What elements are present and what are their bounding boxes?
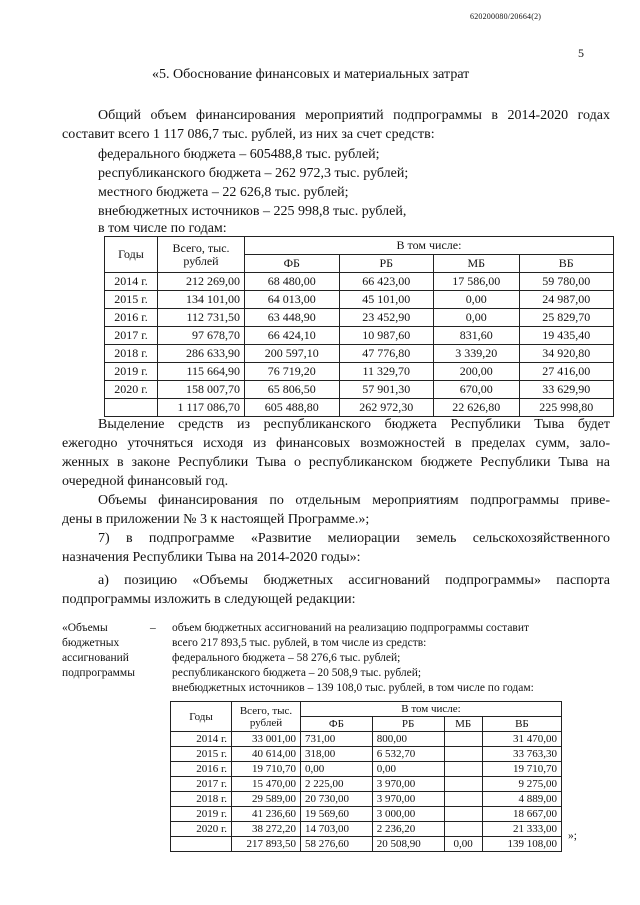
passport-table [170, 701, 562, 852]
passport-text: республиканского бюджета – 20 508,9 тыс. рублей; [172, 667, 422, 679]
table-cell: 66 423,00 [339, 273, 434, 291]
table-cell: 0,00 [434, 309, 520, 327]
table-row [171, 732, 562, 747]
table-total-row [171, 837, 562, 852]
table-cell: 76 719,20 [245, 363, 340, 381]
table-row [171, 762, 562, 777]
table-cell: 41 236,60 [232, 807, 301, 822]
table-cell: 29 589,00 [232, 792, 301, 807]
table-cell: 158 007,70 [158, 381, 245, 399]
table-header: МБ [434, 255, 520, 273]
funding-source: местного бюджета – 22 626,8 тыс. рублей; [98, 185, 349, 200]
table-cell: 0,00 [372, 762, 444, 777]
paragraph-line: Выделение средств из республиканского бюджета Республики Тыва будет [98, 417, 610, 432]
table-cell: 34 920,80 [519, 345, 614, 363]
table-cell: 33 763,30 [482, 747, 561, 762]
table-cell: 9 275,00 [482, 777, 561, 792]
table-cell: 66 424,10 [245, 327, 340, 345]
passport-label: «Объемы [62, 622, 108, 634]
funding-source: федерального бюджета – 605488,8 тыс. рублей; [98, 147, 380, 162]
table-row [171, 747, 562, 762]
table-header: Годы [171, 702, 232, 732]
passport-text: всего 217 893,5 тыс. рублей, в том числе из средств: [172, 637, 427, 649]
table-row [105, 363, 614, 381]
table-cell [444, 747, 482, 762]
table-cell [444, 732, 482, 747]
table-header: РБ [372, 717, 444, 732]
table-cell: 38 272,20 [232, 822, 301, 837]
table-cell: 63 448,90 [245, 309, 340, 327]
paragraph-line: Объемы финансирования по отдельным мероприятиям подпрограммы приве- [98, 493, 610, 508]
table-cell: 2020 г. [171, 822, 232, 837]
paragraph-line: женных в законе Республики Тыва о республиканском бюджете Республики Тыва на [62, 455, 610, 470]
table-cell: 65 806,50 [245, 381, 340, 399]
table-cell: 19 710,70 [232, 762, 301, 777]
table-cell: 0,00 [444, 837, 482, 852]
table-cell: 286 633,90 [158, 345, 245, 363]
section-title: «5. Обоснование финансовых и материальных затрат [152, 67, 470, 82]
table-cell: 2019 г. [171, 807, 232, 822]
table-cell: 134 101,00 [158, 291, 245, 309]
table-header: ВБ [482, 717, 561, 732]
table-cell: 19 569,60 [301, 807, 373, 822]
table-header: ВБ [519, 255, 614, 273]
table-cell: 15 470,00 [232, 777, 301, 792]
table-header: МБ [444, 717, 482, 732]
table-cell: 262 972,30 [339, 399, 434, 417]
table-cell: 4 889,00 [482, 792, 561, 807]
table-cell: 19 710,70 [482, 762, 561, 777]
table-cell [444, 807, 482, 822]
table-cell: 14 703,00 [301, 822, 373, 837]
table-cell: 1 117 086,70 [158, 399, 245, 417]
table-cell [171, 837, 232, 852]
table-row [105, 345, 614, 363]
paragraph-line: подпрограммы изложить в следующей редакции: [62, 592, 356, 607]
table-cell: 670,00 [434, 381, 520, 399]
table-cell: 2018 г. [171, 792, 232, 807]
table-cell: 800,00 [372, 732, 444, 747]
table-cell: 2015 г. [105, 291, 158, 309]
table-cell: 3 339,20 [434, 345, 520, 363]
table-cell [444, 777, 482, 792]
table-cell: 731,00 [301, 732, 373, 747]
table-cell: 11 329,70 [339, 363, 434, 381]
table-row [105, 381, 614, 399]
table-cell: 31 470,00 [482, 732, 561, 747]
table-cell: 200 597,10 [245, 345, 340, 363]
table-header: Всего, тыс. рублей [232, 702, 301, 732]
table-cell: 45 101,00 [339, 291, 434, 309]
passport-label: бюджетных [62, 637, 120, 649]
table-cell: 25 829,70 [519, 309, 614, 327]
passport-text: объем бюджетных ассигнований на реализацию подпрограммы составит [172, 622, 530, 634]
table-header: ФБ [301, 717, 373, 732]
table-cell: 139 108,00 [482, 837, 561, 852]
table-row [105, 291, 614, 309]
table-cell: 10 987,60 [339, 327, 434, 345]
paragraph-line: 7) в подпрограмме «Развитие мелиорации земель сельскохозяйственного [98, 531, 610, 546]
table-cell: 3 970,00 [372, 792, 444, 807]
funding-source: республиканского бюджета – 262 972,3 тыс. рублей; [98, 166, 409, 181]
table-cell: 2014 г. [171, 732, 232, 747]
table-cell: 2014 г. [105, 273, 158, 291]
table-row [171, 792, 562, 807]
table-row [171, 777, 562, 792]
table-cell: 2018 г. [105, 345, 158, 363]
table-cell: 2019 г. [105, 363, 158, 381]
table-cell: 2020 г. [105, 381, 158, 399]
table-cell: 19 435,40 [519, 327, 614, 345]
table-cell: 40 614,00 [232, 747, 301, 762]
table-cell [444, 822, 482, 837]
table-cell: 2017 г. [171, 777, 232, 792]
table-row [105, 327, 614, 345]
table-cell: 64 013,00 [245, 291, 340, 309]
passport-label: подпрограммы [62, 667, 135, 679]
passport-text: внебюджетных источников – 139 108,0 тыс. рублей, в том числе по годам: [172, 682, 534, 694]
table-cell: 59 780,00 [519, 273, 614, 291]
passport-text: федерального бюджета – 58 276,6 тыс. рублей; [172, 652, 401, 664]
table-cell: 2 225,00 [301, 777, 373, 792]
intro-line: Общий объем финансирования мероприятий подпрограммы в 2014-2020 годах [98, 108, 610, 123]
table-cell: 27 416,00 [519, 363, 614, 381]
table-cell: 58 276,60 [301, 837, 373, 852]
table-cell: 212 269,00 [158, 273, 245, 291]
table-cell: 33 629,90 [519, 381, 614, 399]
table-cell: 3 000,00 [372, 807, 444, 822]
table-row [171, 807, 562, 822]
table-header: ФБ [245, 255, 340, 273]
table-cell: 2017 г. [105, 327, 158, 345]
table-cell: 33 001,00 [232, 732, 301, 747]
table-cell: 47 776,80 [339, 345, 434, 363]
table-cell: 2016 г. [105, 309, 158, 327]
table-header: Годы [105, 237, 158, 273]
paragraph-line: назначения Республики Тыва на 2014-2020 годы»: [62, 550, 361, 565]
table-cell: 0,00 [434, 291, 520, 309]
table-row [105, 273, 614, 291]
table-row [105, 309, 614, 327]
passport-label: ассигнований [62, 652, 129, 664]
table-cell: 21 333,00 [482, 822, 561, 837]
table-cell [444, 762, 482, 777]
table-cell: 3 970,00 [372, 777, 444, 792]
table-cell: 0,00 [301, 762, 373, 777]
table-header: В том числе: [301, 702, 562, 717]
table-cell [444, 792, 482, 807]
table-cell: 23 452,90 [339, 309, 434, 327]
table-cell: 2016 г. [171, 762, 232, 777]
table-cell: 605 488,80 [245, 399, 340, 417]
table-header: Всего, тыс. рублей [158, 237, 245, 273]
table-cell: 2 236,20 [372, 822, 444, 837]
table-cell: 68 480,00 [245, 273, 340, 291]
table-cell: 115 664,90 [158, 363, 245, 381]
document-number: 620200080/20664(2) [470, 12, 542, 21]
paragraph-line: а) позицию «Объемы бюджетных ассигнований подпрограммы» паспорта [98, 573, 610, 588]
table-row [171, 822, 562, 837]
table-cell: 112 731,50 [158, 309, 245, 327]
closing-quote: »; [568, 830, 577, 842]
table-cell: 24 987,00 [519, 291, 614, 309]
by-years-label: в том числе по годам: [98, 221, 227, 236]
table-header: РБ [339, 255, 434, 273]
table-header: В том числе: [245, 237, 614, 255]
table-cell: 20 508,90 [372, 837, 444, 852]
paragraph-line: дены в приложении № 3 к настоящей Программе.»; [62, 512, 370, 527]
financing-table [104, 236, 614, 417]
table-cell: 18 667,00 [482, 807, 561, 822]
page-number: 5 [578, 46, 584, 60]
table-cell: 200,00 [434, 363, 520, 381]
table-cell: 17 586,00 [434, 273, 520, 291]
passport-dash: – [150, 622, 156, 634]
table-cell: 22 626,80 [434, 399, 520, 417]
table-cell: 225 998,80 [519, 399, 614, 417]
table-cell: 217 893,50 [232, 837, 301, 852]
table-total-row [105, 399, 614, 417]
table-cell: 97 678,70 [158, 327, 245, 345]
paragraph-line: ежегодно уточняться исходя из финансовых возможностей в пределах сумм, зало- [62, 436, 610, 451]
table-cell: 831,60 [434, 327, 520, 345]
table-cell: 6 532,70 [372, 747, 444, 762]
table-cell [105, 399, 158, 417]
intro-line: составит всего 1 117 086,7 тыс. рублей, из них за счет средств: [62, 127, 435, 142]
table-cell: 318,00 [301, 747, 373, 762]
table-cell: 20 730,00 [301, 792, 373, 807]
table-cell: 2015 г. [171, 747, 232, 762]
paragraph-line: очередной финансовый год. [62, 474, 229, 489]
table-cell: 57 901,30 [339, 381, 434, 399]
funding-source: внебюджетных источников – 225 998,8 тыс. рублей, [98, 204, 407, 219]
